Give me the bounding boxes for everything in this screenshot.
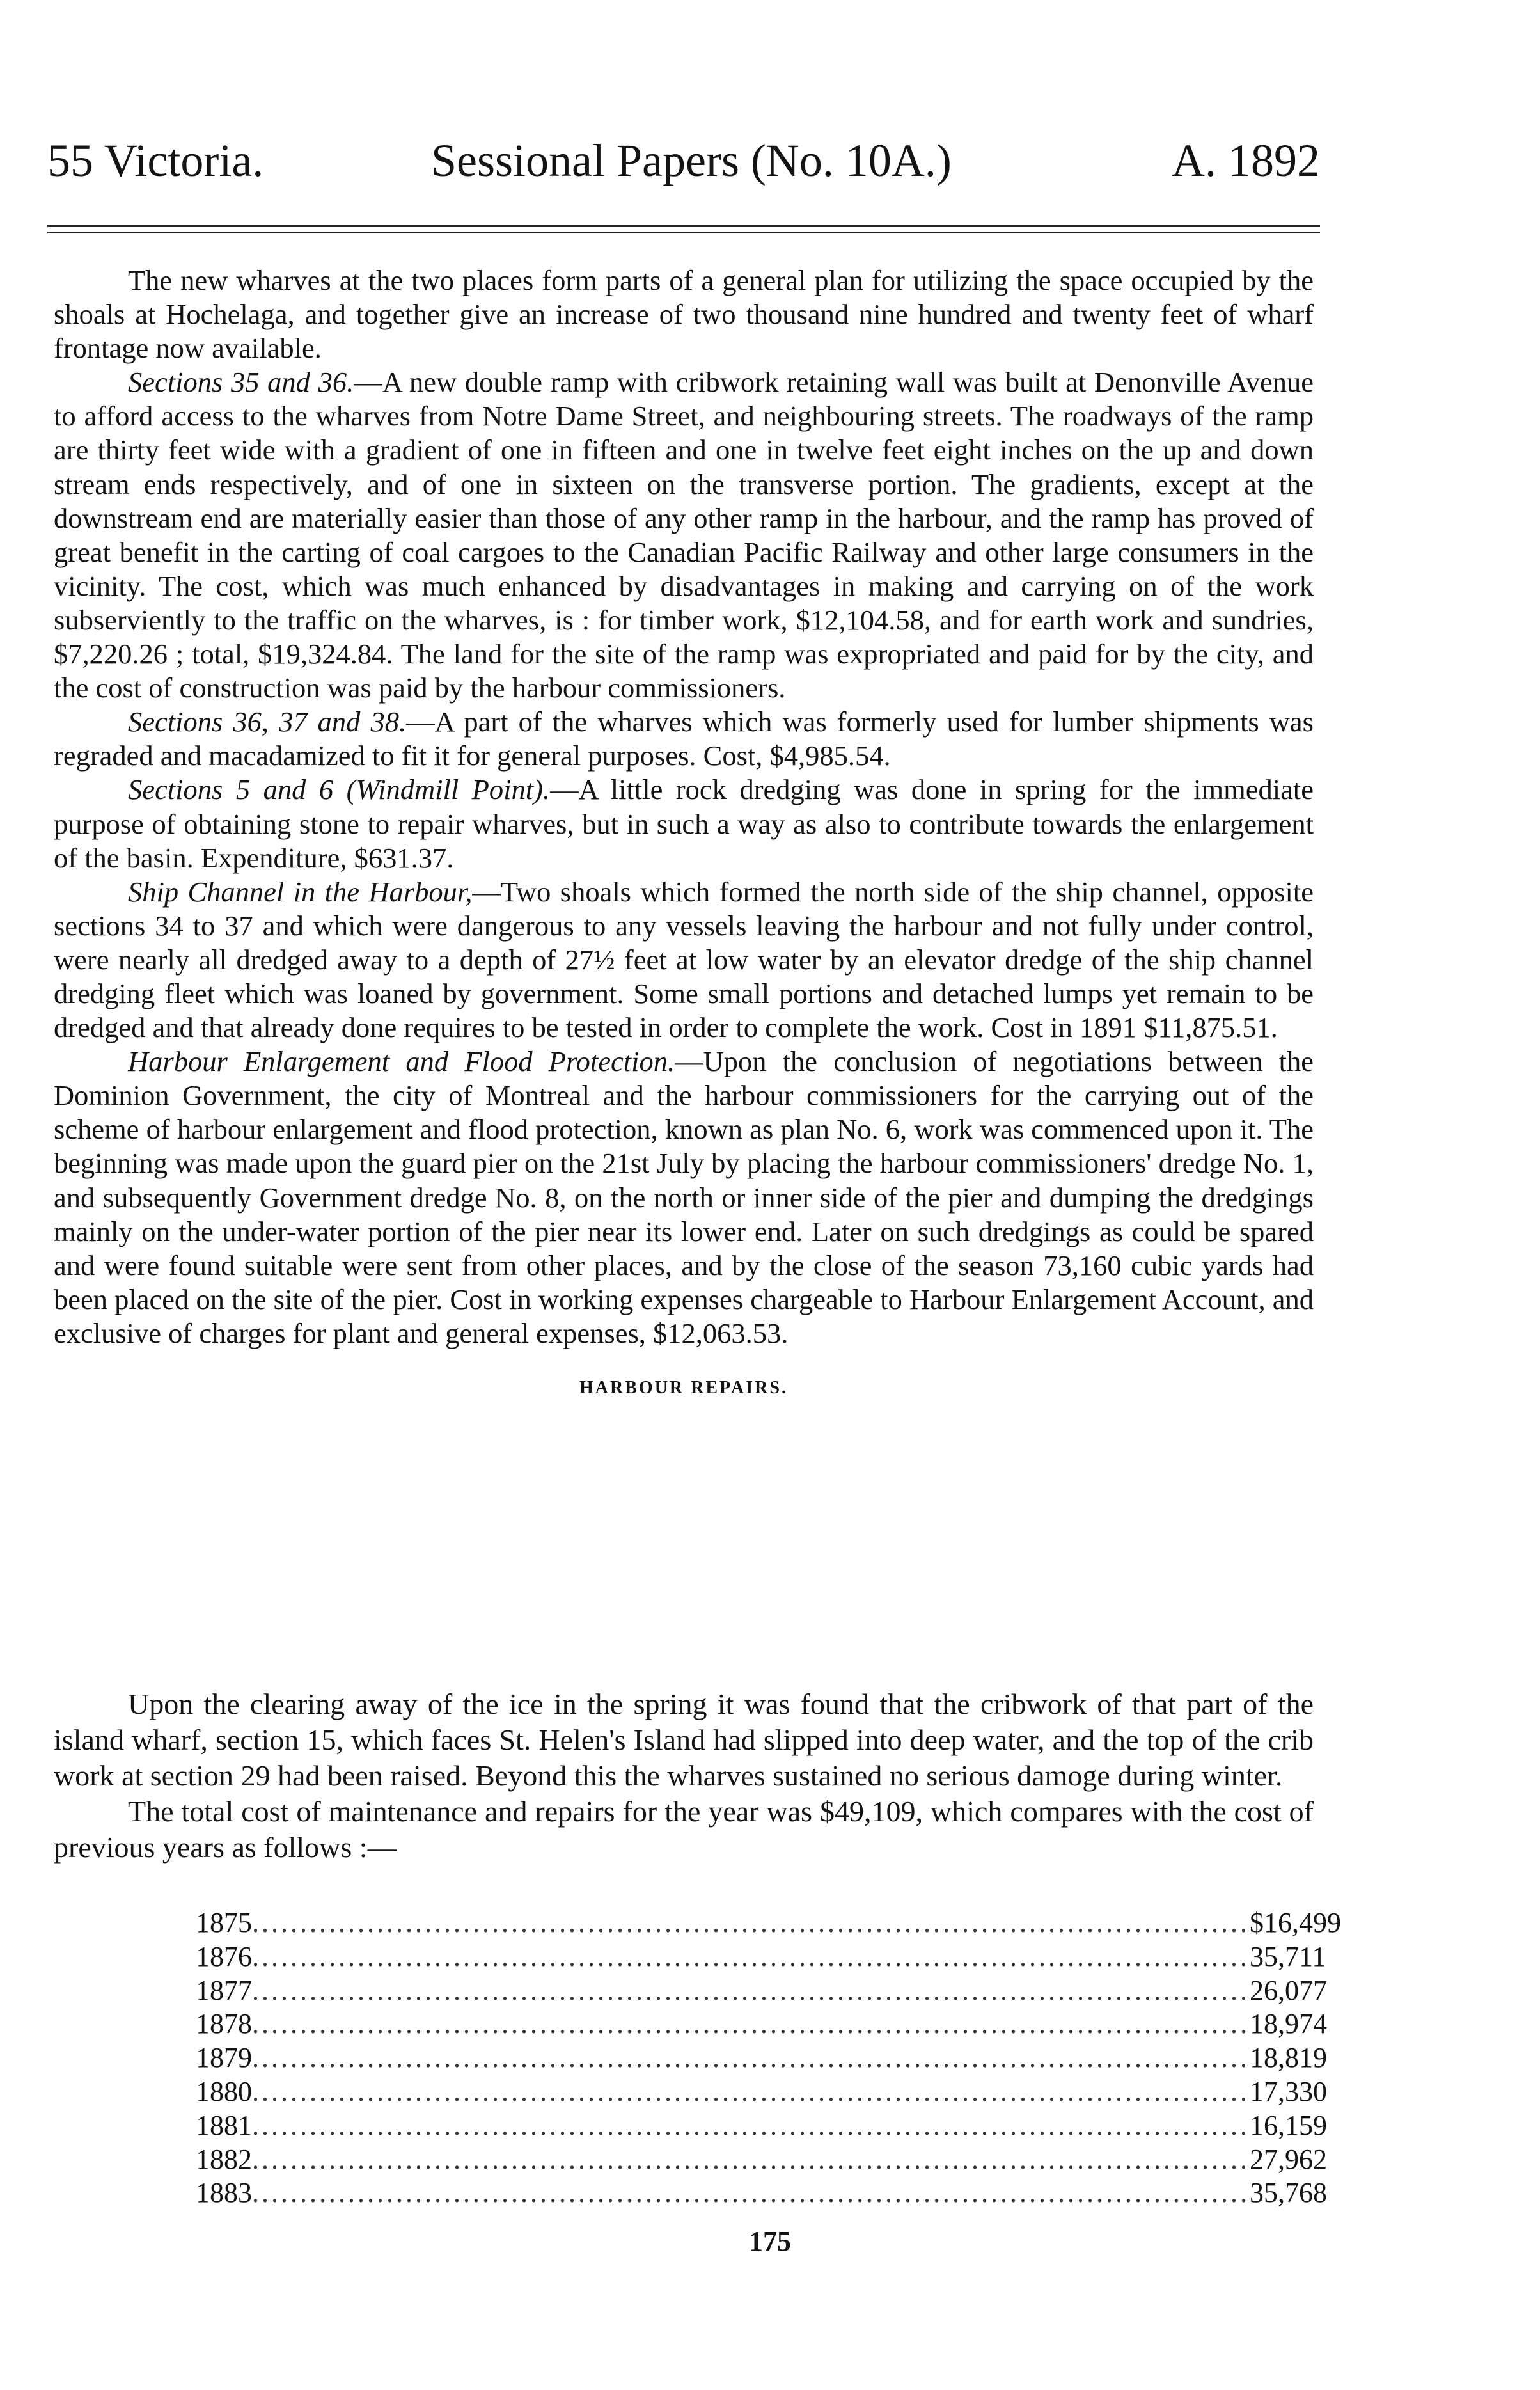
header-rule-top xyxy=(47,225,1320,227)
paragraph-lead: Sections 36, 37 and 38. xyxy=(128,706,407,738)
paragraph: Ship Channel in the Harbour,—Two shoals which formed the north side of the ship channel, opposite sections 34 to 37 and which were dangerous to any vessels leaving the harbour and not fully under control, were nearly all dredged away to a depth of 27½ feet at low water by an elevator dredge of the ship channel dredging fleet which was loaned by government. Some small portions and detached lumps yet remain to be dredged and that already done requires to be tested in order to complete the work. Cost in 1891 $11,875.51. xyxy=(54,875,1314,1044)
amount-cell: 16,159 xyxy=(1250,2109,1327,2141)
amount-cell: 35,768 xyxy=(1250,2177,1327,2209)
leader-dots: ........................................................................................................ xyxy=(252,2109,1250,2141)
paragraph-lead: Sections 5 and 6 (Windmill Point). xyxy=(128,773,551,806)
header-title: Sessional Papers (No. 10A.) xyxy=(431,135,952,186)
table-row xyxy=(196,1906,1341,1940)
table-row xyxy=(196,2143,1327,2177)
year-cell: 1880 xyxy=(196,2075,252,2107)
paragraph: Sections 35 and 36.—A new double ramp with cribwork retaining wall was built at Denonville Avenue to afford access to the wharves from Notre Dame Street, and neighbouring streets. The roadways of the ramp are thirty feet wide with a gradient of one in fifteen and one in twelve feet eight inches on the up and down stream ends respectively, and of one in sixteen on the transverse portion. The gradients, except at the downstream end are materially easier than those of any other ramp in the harbour, and the ramp has proved of great benefit in the carting of coal cargoes to the Canadian Pacific Railway and other large consumers in the vicinity. The cost, which was much enhanced by disadvantages in making and carrying on of the work subserviently to the traffic on the wharves, is : for timber work, $12,104.58, and for earth work and sundries, $7,220.26 ; total, $19,324.84. The land for the site of the ramp was expropriated and paid for by the city, and the cost of construction was paid by the harbour commissioners. xyxy=(54,366,1314,704)
table-row xyxy=(196,2007,1327,2041)
header-rule-bottom xyxy=(47,232,1320,233)
amount-cell: 17,330 xyxy=(1250,2075,1327,2107)
leader-dots: ........................................................................................................ xyxy=(252,1940,1250,1972)
paragraph-lead: Ship Channel in the Harbour, xyxy=(128,875,473,908)
paragraph-lead: Sections 35 and 36. xyxy=(128,366,354,399)
year-cell: 1875 xyxy=(196,1907,252,1938)
table-row xyxy=(196,2075,1327,2109)
amount-cell: $16,499 xyxy=(1250,1907,1341,1938)
leader-dots: ........................................................................................................ xyxy=(252,1974,1250,2006)
year-cell: 1879 xyxy=(196,2042,252,2074)
amount-cell: 26,077 xyxy=(1250,1974,1327,2006)
table-row xyxy=(196,1940,1326,1974)
paragraph: Sections 5 and 6 (Windmill Point).—A little rock dredging was done in spring for the immediate purpose of obtaining stone to repair wharves, but in such a way as also to contribute towards the enlargement of the basin. Expenditure, $631.37. xyxy=(54,773,1314,874)
paragraph: Sections 36, 37 and 38.—A part of the wharves which was formerly used for lumber shipments was regraded and macadamized to fit it for general purposes. Cost, $4,985.54. xyxy=(54,706,1314,772)
year-cell: 1883 xyxy=(196,2177,252,2209)
year-cell: 1881 xyxy=(196,2109,252,2141)
page-number: 175 xyxy=(749,2226,791,2257)
table-row xyxy=(196,2109,1327,2143)
leader-dots: ........................................................................................................ xyxy=(252,2177,1250,2209)
paragraph-lead: Harbour Enlargement and Flood Protection. xyxy=(128,1045,675,1078)
repairs-text xyxy=(54,1686,1314,1865)
section-heading: HARBOUR REPAIRS. xyxy=(579,1378,788,1398)
amount-cell: 18,819 xyxy=(1250,2042,1327,2074)
year-cell: 1878 xyxy=(196,2008,252,2040)
header-volume: 55 Victoria. xyxy=(47,135,264,186)
running-header xyxy=(47,132,1320,189)
paragraph: The total cost of maintenance and repairs for the year was $49,109, which compares with the cost of previous years as follows :— xyxy=(54,1795,1314,1864)
leader-dots: ........................................................................................................ xyxy=(252,2075,1250,2107)
body-text xyxy=(54,264,1314,1419)
table-row xyxy=(196,2041,1327,2075)
amount-cell: 18,974 xyxy=(1250,2008,1327,2040)
paragraph: Upon the clearing away of the ice in the spring it was found that the cribwork of that part of the island wharf, section 15, which faces St. Helen's Island had slipped into deep water, and the top of the crib work at section 29 had been raised. Beyond this the wharves sustained no serious damoge during winter. xyxy=(54,1688,1314,1792)
table-row xyxy=(196,2176,1327,2210)
leader-dots: ........................................................................................................ xyxy=(252,2042,1250,2074)
amount-cell: 35,711 xyxy=(1250,1940,1326,1972)
table-row xyxy=(196,1974,1327,2008)
year-cell: 1876 xyxy=(196,1940,252,1972)
year-cell: 1877 xyxy=(196,1974,252,2006)
cost-table xyxy=(196,1906,1341,2210)
amount-cell: 27,962 xyxy=(1250,2143,1327,2175)
leader-dots: ........................................................................................................ xyxy=(252,2143,1250,2175)
header-year: A. 1892 xyxy=(1172,135,1320,186)
paragraph: Harbour Enlargement and Flood Protection.—Upon the conclusion of negotiations between the Dominion Government, the city of Montreal and the harbour commissioners for the carrying out of the scheme of harbour enlargement and flood protection, known as plan No. 6, work was commenced upon it. The beginning was made upon the guard pier on the 21st July by placing the harbour commissioners' dredge No. 1, and subsequently Government dredge No. 8, on the north or inner side of the pier and dumping the dredgings mainly on the under-water portion of the pier near its lower end. Later on such dredgings as could be spared and were found suitable were sent from other places, and by the close of the season 73,160 cubic yards had been placed on the site of the pier. Cost in working expenses chargeable to Harbour Enlargement Account, and exclusive of charges for plant and general expenses, $12,063.53. xyxy=(54,1045,1314,1349)
leader-dots: ........................................................................................................ xyxy=(252,1907,1250,1938)
paragraph: The new wharves at the two places form parts of a general plan for utilizing the space occupied by the shoals at Hochelaga, and together give an increase of two thousand nine hundred and twenty feet of wharf frontage now available. xyxy=(54,264,1314,365)
year-cell: 1882 xyxy=(196,2143,252,2175)
leader-dots: ........................................................................................................ xyxy=(252,2008,1250,2040)
